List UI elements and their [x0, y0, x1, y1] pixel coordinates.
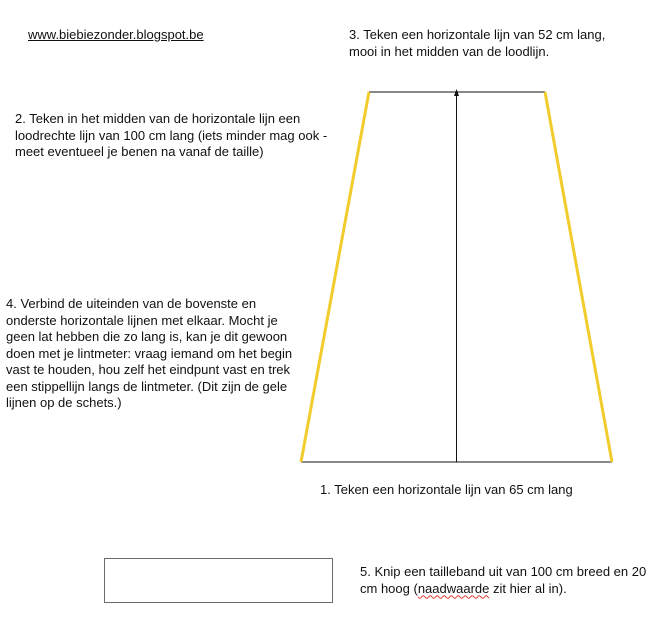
- step-2-instruction: 2. Teken in het midden van de horizontale lijn een loodrechte lijn van 100 cm lang (iets minder mag ook - meet eventueel je benen na vanaf de taille): [15, 111, 328, 159]
- right-side-line: [545, 92, 612, 462]
- step-4-instruction: 4. Verbind de uiteinden van de bovenste en onderste horizontale lijnen met elkaar. Mocht je geen lat hebben die zo lang is, kan je dit gewoon doen met je lintmeter: vraag iemand om het begin vast te houden, hou zelf het eindpunt vast en trek een stippellijn langs de lintmeter. (Dit zijn de gele lijnen op de schets.): [6, 296, 293, 410]
- waistband-rectangle: [104, 558, 333, 603]
- step-5-text-start: 5. Knip een tailleband uit van 100 cm breed en 20 cm hoog (: [360, 564, 647, 596]
- step-3-instruction: 3. Teken een horizontale lijn van 52 cm lang, mooi in het midden van de loodlijn.: [349, 27, 606, 59]
- step-1-instruction: 1. Teken een horizontale lijn van 65 cm lang: [320, 482, 573, 497]
- spellcheck-word: naadwaarde: [417, 580, 490, 596]
- step-5-text-end: zit hier al in).: [489, 580, 567, 596]
- blog-link[interactable]: www.biebiezonder.blogspot.be: [28, 27, 204, 42]
- step-5-instruction: [360, 564, 660, 597]
